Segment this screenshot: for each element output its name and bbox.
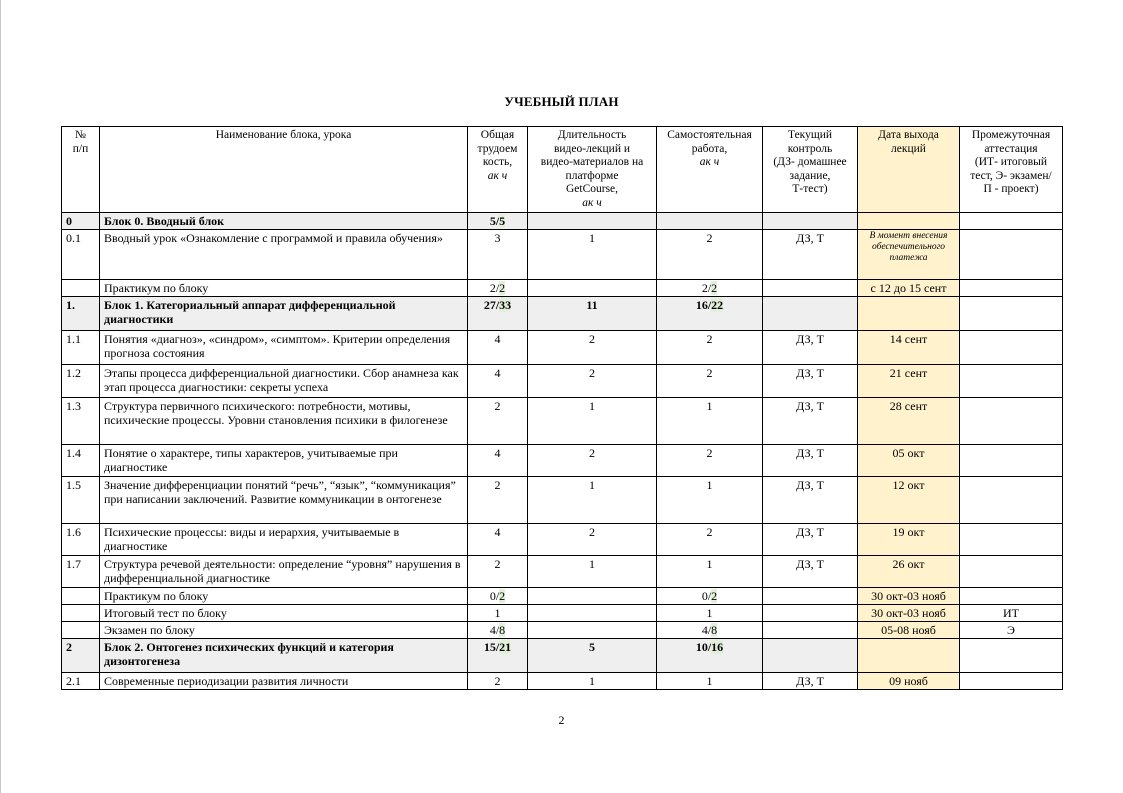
table-row bbox=[62, 622, 1063, 639]
cell-video bbox=[528, 588, 657, 605]
cell-name: Современные периодизации развития личности bbox=[100, 673, 468, 690]
cell-video: 1 bbox=[528, 673, 657, 690]
cell-control: ДЗ, Т bbox=[763, 398, 858, 445]
cell-video: 5 bbox=[528, 639, 657, 673]
cell-date bbox=[858, 297, 960, 331]
page-number: 2 bbox=[558, 713, 565, 727]
cell-total: 2 bbox=[468, 477, 528, 524]
header-name: Наименование блока, урока bbox=[100, 127, 468, 213]
cell-video bbox=[528, 213, 657, 230]
cell-control bbox=[763, 622, 858, 639]
cell-num: 1.3 bbox=[62, 398, 100, 445]
cell-self: 2 bbox=[657, 331, 763, 365]
cell-total: 5/5 bbox=[468, 213, 528, 230]
header-self: Самостоятельная работа, ак ч bbox=[657, 127, 763, 213]
cell-video: 2 bbox=[528, 331, 657, 365]
cell-control bbox=[763, 280, 858, 297]
cell-date: 05-08 нояб bbox=[858, 622, 960, 639]
cell-name: Блок 1. Категориальный аппарат дифференциальной диагностики bbox=[100, 297, 468, 331]
cell-attest bbox=[960, 280, 1063, 297]
cell-total: 15/21 bbox=[468, 639, 528, 673]
cell-self: 16/22 bbox=[657, 297, 763, 331]
cell-name: Практикум по блоку bbox=[100, 588, 468, 605]
cell-self: 10/16 bbox=[657, 639, 763, 673]
header-date: Дата выхода лекций bbox=[858, 127, 960, 213]
cell-control: ДЗ, Т bbox=[763, 673, 858, 690]
cell-video: 2 bbox=[528, 365, 657, 398]
cell-self: 2 bbox=[657, 365, 763, 398]
cell-attest bbox=[960, 297, 1063, 331]
cell-total: 2/2 bbox=[468, 280, 528, 297]
cell-date: 21 сент bbox=[858, 365, 960, 398]
cell-num: 0.1 bbox=[62, 230, 100, 280]
cell-date: В момент внесения обеспечительного платежа bbox=[858, 230, 960, 280]
cell-date: 12 окт bbox=[858, 477, 960, 524]
cell-name: Вводный урок «Ознакомление с программой и правила обучения» bbox=[100, 230, 468, 280]
cell-video: 2 bbox=[528, 524, 657, 556]
cell-total: 4 bbox=[468, 331, 528, 365]
cell-video: 1 bbox=[528, 477, 657, 524]
cell-control bbox=[763, 588, 858, 605]
header-control: Текущий контроль (ДЗ- домашнее задание, Т-тест) bbox=[763, 127, 858, 213]
cell-num: 2 bbox=[62, 639, 100, 673]
cell-num: 1.5 bbox=[62, 477, 100, 524]
cell-num: 1.2 bbox=[62, 365, 100, 398]
page-left-edge bbox=[0, 0, 1, 793]
cell-attest bbox=[960, 230, 1063, 280]
cell-name: Итоговый тест по блоку bbox=[100, 605, 468, 622]
cell-name: Структура первичного психического: потребности, мотивы, психические процессы. Уровни становления психики в филогенезе bbox=[100, 398, 468, 445]
cell-control: ДЗ, Т bbox=[763, 556, 858, 588]
cell-control: ДЗ, Т bbox=[763, 365, 858, 398]
curriculum-table bbox=[61, 126, 1063, 690]
cell-attest: Э bbox=[960, 622, 1063, 639]
cell-video: 11 bbox=[528, 297, 657, 331]
document-title: УЧЕБНЫЙ ПЛАН bbox=[504, 94, 619, 109]
cell-total: 4/8 bbox=[468, 622, 528, 639]
cell-name: Блок 0. Вводный блок bbox=[100, 213, 468, 230]
cell-self: 4/8 bbox=[657, 622, 763, 639]
cell-total: 0/2 bbox=[468, 588, 528, 605]
table-header-row bbox=[62, 127, 1063, 213]
header-total: Общая трудоем кость, ак ч bbox=[468, 127, 528, 213]
cell-name: Этапы процесса дифференциальной диагностики. Сбор анамнеза как этап процесса диагностики: секреты успеха bbox=[100, 365, 468, 398]
cell-control: ДЗ, Т bbox=[763, 445, 858, 477]
cell-total: 2 bbox=[468, 673, 528, 690]
cell-attest bbox=[960, 365, 1063, 398]
cell-num: 1. bbox=[62, 297, 100, 331]
cell-name: Блок 2. Онтогенез психических функций и категория дизонтогенеза bbox=[100, 639, 468, 673]
cell-date: 28 сент bbox=[858, 398, 960, 445]
cell-date: 30 окт-03 нояб bbox=[858, 588, 960, 605]
cell-num: 1.6 bbox=[62, 524, 100, 556]
table-row bbox=[62, 398, 1063, 445]
cell-total: 2 bbox=[468, 398, 528, 445]
cell-attest bbox=[960, 445, 1063, 477]
cell-attest: ИТ bbox=[960, 605, 1063, 622]
cell-attest bbox=[960, 639, 1063, 673]
cell-self: 2 bbox=[657, 445, 763, 477]
cell-attest bbox=[960, 524, 1063, 556]
cell-control bbox=[763, 639, 858, 673]
cell-self: 2 bbox=[657, 230, 763, 280]
cell-num bbox=[62, 622, 100, 639]
cell-control bbox=[763, 297, 858, 331]
cell-date bbox=[858, 213, 960, 230]
table-block-row bbox=[62, 639, 1063, 673]
cell-num bbox=[62, 280, 100, 297]
cell-name: Структура речевой деятельности: определение “уровня” нарушения в дифференциальной диагностике bbox=[100, 556, 468, 588]
cell-total: 1 bbox=[468, 605, 528, 622]
cell-video bbox=[528, 622, 657, 639]
table-block-row bbox=[62, 213, 1063, 230]
cell-num bbox=[62, 605, 100, 622]
table-row bbox=[62, 588, 1063, 605]
header-attest: Промежуточная аттестация (ИТ- итоговый тест, Э- экзамен/ П - проект) bbox=[960, 127, 1063, 213]
cell-date: 09 нояб bbox=[858, 673, 960, 690]
table-row bbox=[62, 524, 1063, 556]
table-block-row bbox=[62, 297, 1063, 331]
cell-total: 4 bbox=[468, 365, 528, 398]
cell-attest bbox=[960, 477, 1063, 524]
cell-self: 2/2 bbox=[657, 280, 763, 297]
cell-num: 2.1 bbox=[62, 673, 100, 690]
cell-control bbox=[763, 213, 858, 230]
table-row bbox=[62, 673, 1063, 690]
cell-num: 1.1 bbox=[62, 331, 100, 365]
cell-name: Понятия «диагноз», «синдром», «симптом». Критерии определения прогноза состояния bbox=[100, 331, 468, 365]
cell-video: 1 bbox=[528, 556, 657, 588]
table-row bbox=[62, 280, 1063, 297]
cell-self: 1 bbox=[657, 477, 763, 524]
cell-control: ДЗ, Т bbox=[763, 524, 858, 556]
cell-date: 05 окт bbox=[858, 445, 960, 477]
table-row bbox=[62, 365, 1063, 398]
cell-total: 2 bbox=[468, 556, 528, 588]
cell-name: Значение дифференциации понятий “речь”, “язык”, “коммуникация” при написании заключений. Развитие коммуникации в онтогенезе bbox=[100, 477, 468, 524]
cell-control: ДЗ, Т bbox=[763, 230, 858, 280]
cell-total: 4 bbox=[468, 524, 528, 556]
cell-num bbox=[62, 588, 100, 605]
cell-video bbox=[528, 280, 657, 297]
cell-name: Психические процессы: виды и иерархия, учитываемые в диагностике bbox=[100, 524, 468, 556]
cell-self: 1 bbox=[657, 605, 763, 622]
header-video: Длительность видео-лекций и видео-материалов на платформе GetCourse, ак ч bbox=[528, 127, 657, 213]
cell-name: Понятие о характере, типы характеров, учитываемые при диагностике bbox=[100, 445, 468, 477]
cell-date: 26 окт bbox=[858, 556, 960, 588]
cell-self: 1 bbox=[657, 556, 763, 588]
table-row bbox=[62, 331, 1063, 365]
cell-control bbox=[763, 605, 858, 622]
cell-control: ДЗ, Т bbox=[763, 331, 858, 365]
cell-attest bbox=[960, 213, 1063, 230]
cell-total: 4 bbox=[468, 445, 528, 477]
table-body bbox=[62, 213, 1063, 690]
cell-date bbox=[858, 639, 960, 673]
table-row bbox=[62, 556, 1063, 588]
cell-total: 27/33 bbox=[468, 297, 528, 331]
header-num: № п/п bbox=[62, 127, 100, 213]
cell-attest bbox=[960, 331, 1063, 365]
cell-attest bbox=[960, 398, 1063, 445]
table-row bbox=[62, 605, 1063, 622]
cell-date: 14 сент bbox=[858, 331, 960, 365]
cell-name: Практикум по блоку bbox=[100, 280, 468, 297]
cell-self: 0/2 bbox=[657, 588, 763, 605]
cell-date: 19 окт bbox=[858, 524, 960, 556]
cell-date: с 12 до 15 сент bbox=[858, 280, 960, 297]
cell-attest bbox=[960, 588, 1063, 605]
cell-self bbox=[657, 213, 763, 230]
cell-self: 1 bbox=[657, 673, 763, 690]
cell-video: 1 bbox=[528, 230, 657, 280]
cell-control: ДЗ, Т bbox=[763, 477, 858, 524]
cell-total: 3 bbox=[468, 230, 528, 280]
cell-video bbox=[528, 605, 657, 622]
cell-date: 30 окт-03 нояб bbox=[858, 605, 960, 622]
cell-attest bbox=[960, 556, 1063, 588]
cell-num: 1.4 bbox=[62, 445, 100, 477]
table-row bbox=[62, 477, 1063, 524]
table-row bbox=[62, 230, 1063, 280]
cell-num: 1.7 bbox=[62, 556, 100, 588]
cell-attest bbox=[960, 673, 1063, 690]
table-row bbox=[62, 445, 1063, 477]
cell-name: Экзамен по блоку bbox=[100, 622, 468, 639]
cell-self: 1 bbox=[657, 398, 763, 445]
cell-num: 0 bbox=[62, 213, 100, 230]
cell-video: 2 bbox=[528, 445, 657, 477]
cell-self: 2 bbox=[657, 524, 763, 556]
cell-video: 1 bbox=[528, 398, 657, 445]
